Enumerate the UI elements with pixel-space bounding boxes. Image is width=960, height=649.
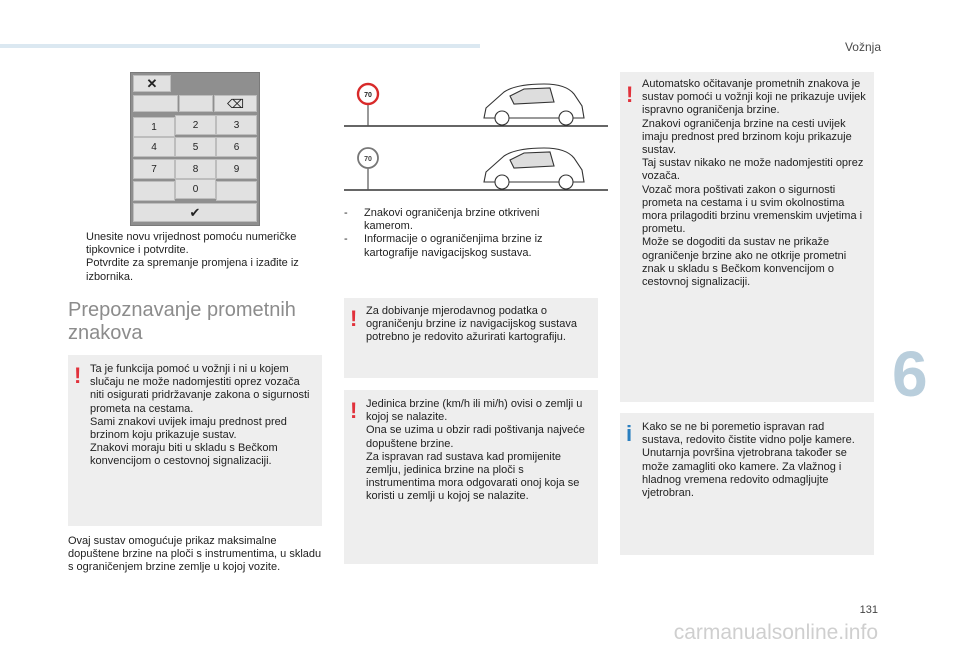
backspace-icon: ⌫ xyxy=(214,95,257,112)
info-icon: i xyxy=(626,421,633,446)
warning-text: Jedinica brzine (km/h ili mi/h) ovisi o zemlji u kojoj se nalazite. Ona se uzima u obzir radi poštivanja najveće dopuštene brzine. Za ispravan rad sustava kad promijenite zemlju, jedinica brzine na ploči s instrumentima mora odgovarati onoj koja se koristi u zemlji u kojoj se nalazite. xyxy=(366,398,585,503)
key-4: 4 xyxy=(133,137,175,157)
key-2: 2 xyxy=(175,115,216,135)
warning-box xyxy=(68,355,322,526)
warning-text: Za dobivanje mjerodavnog podatka o ograničenju brzine iz navigacijskog sustava potrebno je redovito ažurirati kartografiju. xyxy=(366,305,577,344)
key-9: 9 xyxy=(216,159,257,179)
list-item-text: Znakovi ograničenja brzine otkriveni kamerom. xyxy=(364,207,540,233)
list-item xyxy=(344,207,584,233)
warning-icon: ! xyxy=(350,398,358,423)
numeric-keypad xyxy=(130,72,260,226)
key-1: 1 xyxy=(133,117,175,137)
close-icon: ✕ xyxy=(133,75,171,92)
bullet-arrow-icon xyxy=(68,257,86,283)
camera-detection-illustration xyxy=(344,78,608,134)
instruction-list xyxy=(68,231,328,284)
input-field xyxy=(133,95,178,112)
list-item-text: Informacije o ograničenjima brzine iz kartografije navigacijskog sustava. xyxy=(364,233,543,259)
key-7: 7 xyxy=(133,159,175,179)
section-title: Vožnja xyxy=(844,40,881,54)
key-0: 0 xyxy=(175,179,216,199)
warning-box xyxy=(344,298,598,378)
header-bar xyxy=(0,44,480,48)
info-box xyxy=(620,413,874,555)
page-heading: Prepoznavanje prometnih znakova xyxy=(68,299,296,344)
list-item-text: Potvrdite za spremanje promjena i izađite iz izbornika. xyxy=(86,257,299,283)
warning-box xyxy=(620,72,874,402)
warning-icon: ! xyxy=(74,363,82,388)
warning-text: Ta je funkcija pomoć u vožnji i ni u kojem slučaju ne može nadomjestiti oprez vozača niti osigurati pridržavanje zakona o sigurnosti prometa na cestama. Sami znakovi uvijek imaju prednost pred brzinom koju prikazuje sustav. Znakovi moraju biti u skladu s Bečkom konvencijom o cestovnoj signalizaciji. xyxy=(90,363,310,468)
info-text: Kako se ne bi poremetio ispravan rad sustava, redovito čistite vidno polje kamere. Unutarnja površina vjetrobrana također se može zamagliti oko kamere. Za vlažnog i hladnog vremena redovito odmagljujte vjetrobran. xyxy=(642,421,855,500)
car-icon xyxy=(484,148,584,189)
input-field xyxy=(179,95,213,112)
warning-icon: ! xyxy=(350,306,358,331)
dash-marker: - xyxy=(344,207,348,219)
warning-box xyxy=(344,390,598,564)
source-list xyxy=(344,207,584,260)
warning-text: Automatsko očitavanje prometnih znakova je sustav pomoći u vožnji koji ne prikazuje uvijek ispravno ograničenja brzine. Znakovi ograničenja brzine na cesti uvijek imaju prednost pred brzinom koju prikazuje sustav. Taj sustav nikako ne može nadomjestiti oprez vozača. Vozač mora poštivati zakon o sigurnosti prometa na cestama i u svim okolnostima mora prilagoditi brzinu vremenskim uvjetima i prometu. Može se dogoditi da sustav ne prikaže ograničenje brzine ako ne otkrije prometni znak u skladu s Bečkom konvencijom o cestovnoj signalizaciji. xyxy=(642,78,866,289)
warning-icon: ! xyxy=(626,82,634,107)
speed-limit-sign-label: 70 xyxy=(364,92,372,99)
list-item-text: Unesite novu vrijednost pomoću numeričke tipkovnice i potvrdite. xyxy=(86,231,297,257)
list-item xyxy=(344,233,584,259)
dash-marker: - xyxy=(344,233,348,246)
confirm-icon: ✔ xyxy=(133,203,257,222)
key-blank xyxy=(216,181,257,201)
speed-limit-sign-label: 70 xyxy=(364,156,372,163)
car-icon xyxy=(484,84,584,125)
key-8: 8 xyxy=(175,159,216,179)
list-item xyxy=(68,257,328,283)
key-blank xyxy=(133,181,175,201)
key-3: 3 xyxy=(216,115,257,135)
key-5: 5 xyxy=(175,137,216,157)
page-number: 131 xyxy=(859,604,878,616)
chapter-number: 6 xyxy=(892,338,928,410)
watermark: carmanualsonline.info xyxy=(673,621,878,644)
body-paragraph: Ovaj sustav omogućuje prikaz maksimalne dopuštene brzine na ploči s instrumentima, u skladu s ograničenjem brzine zemlje u kojoj vozite. xyxy=(68,535,322,574)
list-item xyxy=(68,231,328,257)
key-6: 6 xyxy=(216,137,257,157)
bullet-arrow-icon xyxy=(68,231,86,257)
navigation-illustration xyxy=(344,142,608,198)
